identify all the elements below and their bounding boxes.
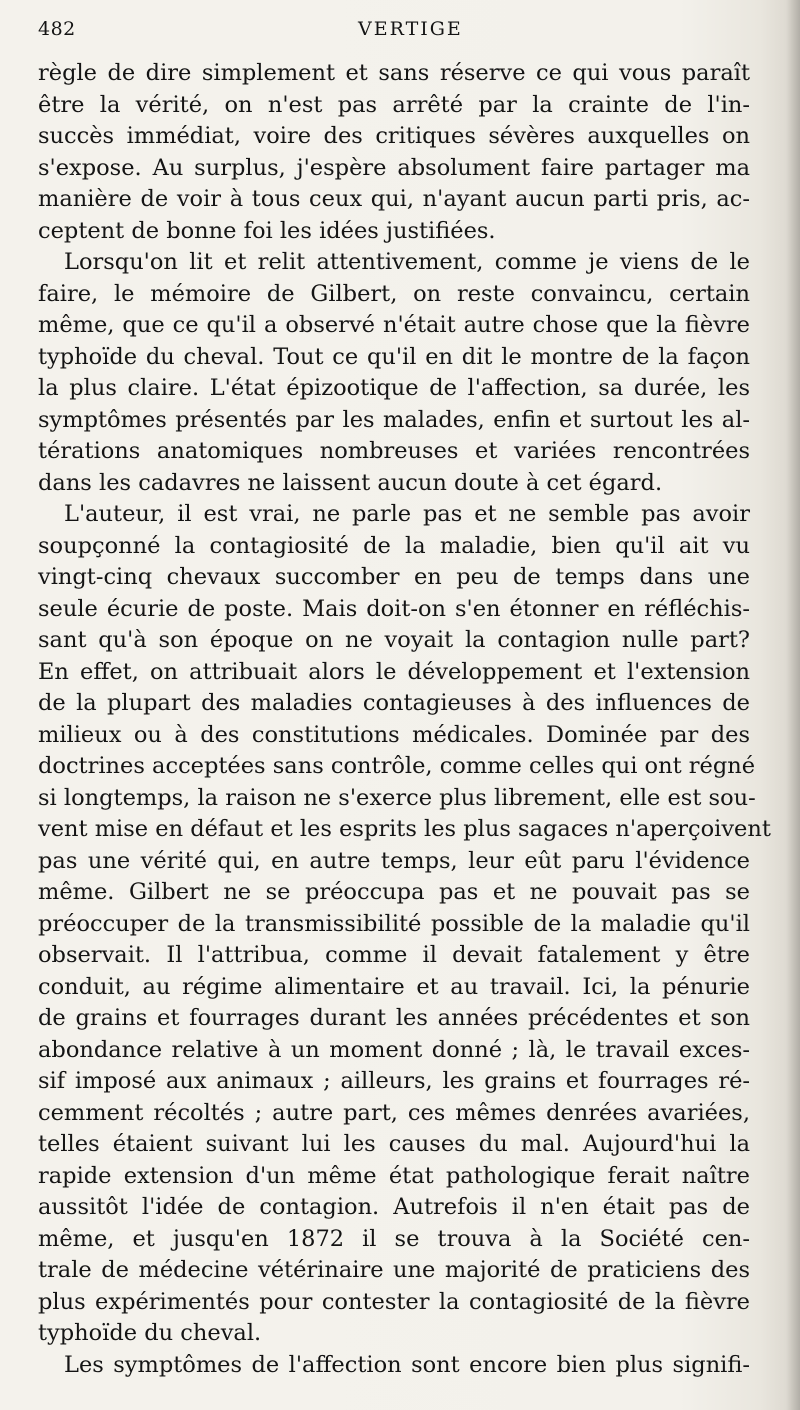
text-line: Lorsqu'on lit et relit attentivement, comme je viens de le (64, 249, 750, 275)
text-line: s'expose. Au surplus, j'espère absolument faire partager ma (38, 154, 750, 181)
body-text (38, 58, 771, 1381)
text-line: milieux ou à des constitutions médicales. Dominée par des (38, 721, 750, 748)
text-line: être la vérité, on n'est pas arrêté par la crainte de l'in- (38, 91, 750, 118)
text-line: trale de médecine vétérinaire une majorité de praticiens des (38, 1257, 750, 1283)
text-line: cemment récoltés ; autre part, ces mêmes denrées avariées, (38, 1099, 750, 1126)
text-line: dans les cadavres ne laissent aucun doute à cet égard. (38, 469, 663, 496)
text-line: L'auteur, il est vrai, ne parle pas et ne semble pas avoir (64, 501, 750, 527)
text-line: telles étaient suivant lui les causes du mal. Aujourd'hui la (38, 1131, 750, 1157)
text-line: manière de voir à tous ceux qui, n'ayant aucun parti pris, ac- (38, 186, 750, 212)
text-line: rapide extension d'un même état pathologique ferait naître (38, 1162, 750, 1189)
text-line: aussitôt l'idée de contagion. Autrefois il n'en était pas de (38, 1194, 750, 1220)
text-line: conduit, au régime alimentaire et au travail. Ici, la pénurie (38, 973, 750, 1000)
spine-shadow (786, 0, 800, 1410)
text-line: abondance relative à un moment donné ; là, le travail exces- (38, 1036, 750, 1063)
text-line: soupçonné la contagiosité de la maladie, bien qu'il ait vu (38, 532, 750, 559)
text-line: vent mise en défaut et les esprits les plus sagaces n'aperçoivent (38, 816, 771, 842)
text-line: préoccuper de la transmissibilité possible de la maladie qu'il (38, 910, 750, 937)
text-line: symptômes présentés par les malades, enfin et surtout les al- (38, 406, 750, 433)
text-line: typhoïde du cheval. Tout ce qu'il en dit le montre de la façon (38, 343, 750, 370)
text-line: règle de dire simplement et sans réserve ce qui vous paraît (38, 60, 750, 86)
text-line: faire, le mémoire de Gilbert, on reste convaincu, certain (38, 280, 750, 307)
text-line: typhoïde du cheval. (38, 1320, 262, 1346)
text-line: succès immédiat, voire des critiques sévères auxquelles on (38, 123, 750, 149)
text-line: En effet, on attribuait alors le développement et l'extension (38, 658, 750, 685)
text-line: sif imposé aux animaux ; ailleurs, les grains et fourrages ré- (38, 1068, 750, 1094)
text-line: vingt-cinq chevaux succomber en peu de temps dans une (38, 564, 750, 590)
text-line: Les symptômes de l'affection sont encore bien plus signifi- (64, 1351, 750, 1378)
page-number: 482 (38, 18, 76, 40)
text-line: seule écurie de poste. Mais doit-on s'en étonner en réfléchis- (38, 595, 750, 622)
text-line: observait. Il l'attribua, comme il devait fatalement y être (38, 942, 750, 968)
text-line: térations anatomiques nombreuses et variées rencontrées (38, 438, 750, 464)
text-line: ceptent de bonne foi les idées justifiées. (38, 217, 496, 244)
text-line: pas une vérité qui, en autre temps, leur eût paru l'évidence (38, 847, 750, 874)
text-line: même. Gilbert ne se préoccupa pas et ne pouvait pas se (38, 879, 750, 905)
text-line: la plus claire. L'état épizootique de l'affection, sa durée, les (38, 375, 750, 401)
text-line: doctrines acceptées sans contrôle, comme celles qui ont régné (38, 753, 756, 779)
text-line: sant qu'à son époque on ne voyait la contagion nulle part? (38, 627, 750, 653)
text-line: même, que ce qu'il a observé n'était autre chose que la fièvre (38, 312, 750, 338)
page-header (38, 18, 778, 48)
text-line: de grains et fourrages durant les années précédentes et son (38, 1005, 750, 1031)
text-line: si longtemps, la raison ne s'exerce plus librement, elle est sou- (38, 784, 756, 811)
text-line: plus expérimentés pour contester la contagiosité de la fièvre (38, 1288, 750, 1315)
running-title: VERTIGE (358, 18, 463, 40)
text-line: même, et jusqu'en 1872 il se trouva à la Société cen- (38, 1225, 750, 1252)
text-line: de la plupart des maladies contagieuses à des influences de (38, 690, 750, 716)
